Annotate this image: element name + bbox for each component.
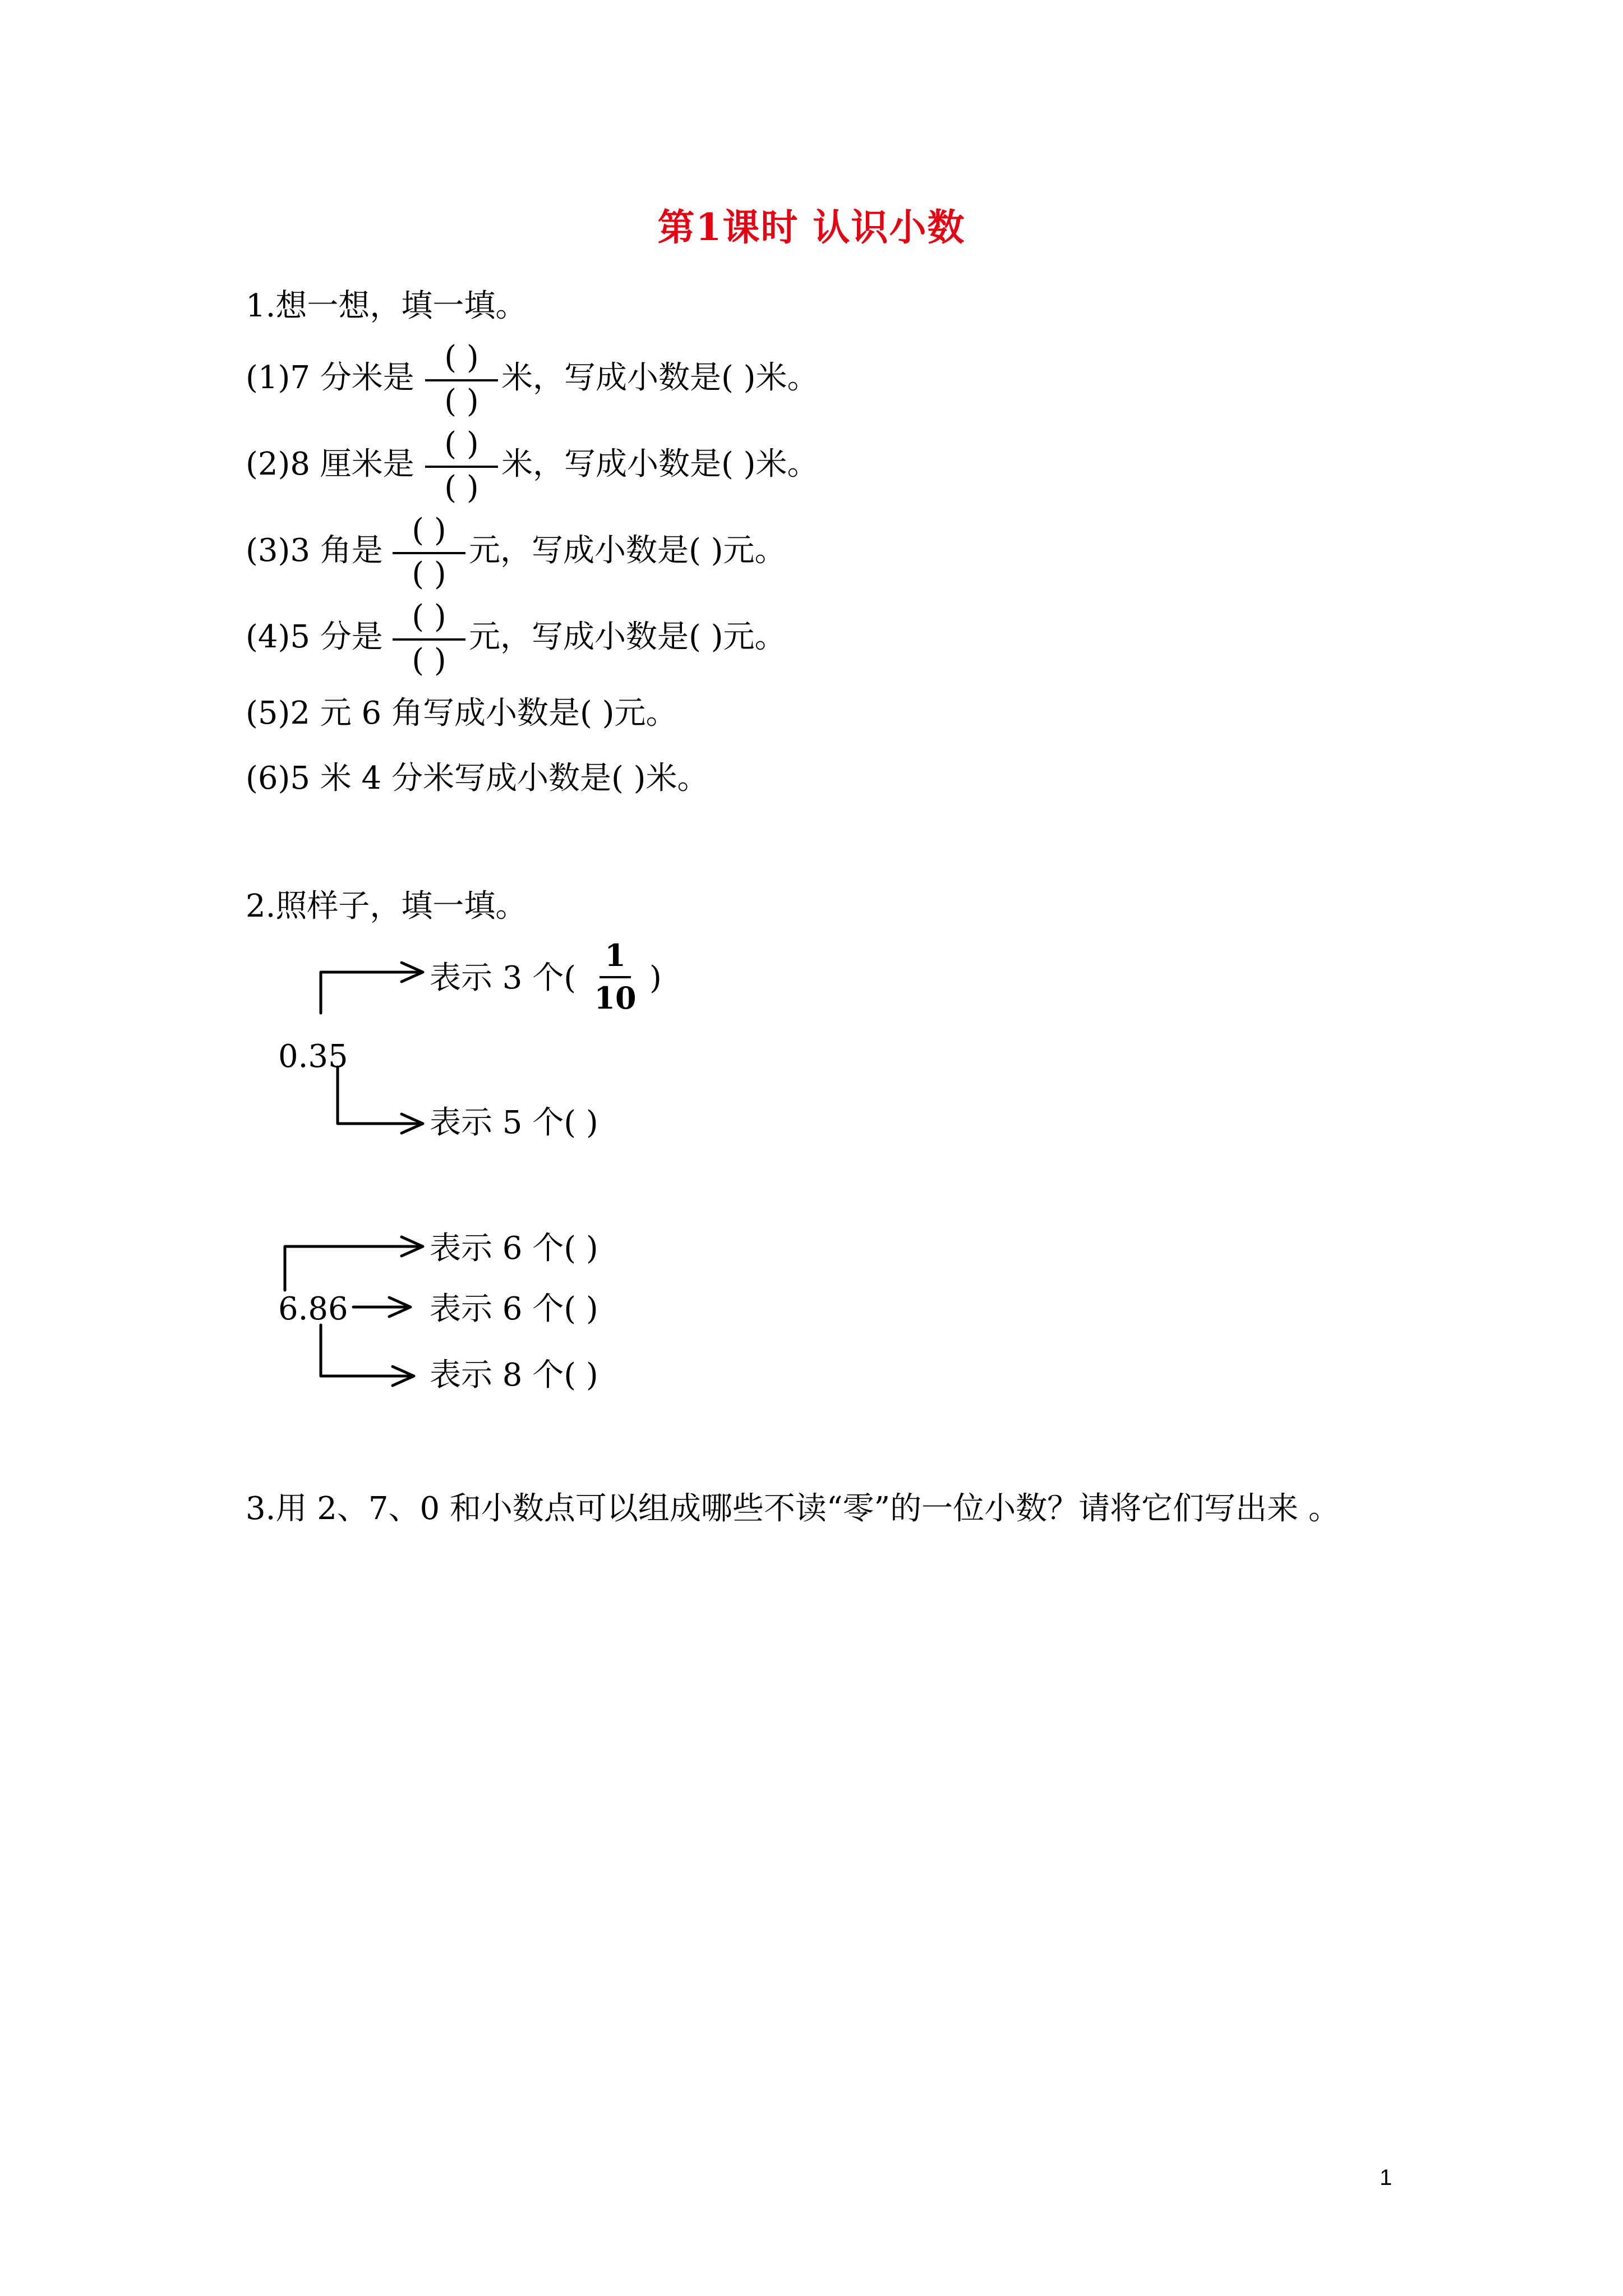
q3-text: 3.用 2、7、0 和小数点可以组成哪些不读“零”的一位小数？请将它们写出来 。 [246, 1490, 1340, 1527]
q1-item-4-pre: (4)5 分是 [246, 619, 383, 655]
example-lower-label: 表示 5 个( ) [430, 1105, 598, 1141]
q1-item-2-pre: (2)8 厘米是 [246, 446, 414, 482]
q1-item-3-post: 元，写成小数是( )元。 [469, 532, 786, 569]
fraction-numerator-blank[interactable]: ( ) [444, 426, 479, 462]
fraction-numerator-blank[interactable]: ( ) [412, 599, 446, 635]
example-upper-label: 表示 3 个( [430, 960, 577, 996]
q1-item-1-post: 米，写成小数是( )米。 [501, 360, 819, 396]
task-number: 6.86 [278, 1291, 348, 1327]
page-number: 1 [1380, 2165, 1393, 2190]
q1-item-1-pre: (1)7 分米是 [246, 360, 414, 396]
q2-heading: 2.照样子，填一填。 [246, 888, 527, 924]
task-row-2: 表示 6 个( ) [430, 1291, 598, 1327]
fraction-bar [600, 976, 631, 978]
example-fraction-denominator: 10 [594, 980, 637, 1016]
example-upper-close: ) [649, 960, 662, 996]
fraction-numerator-blank[interactable]: ( ) [412, 512, 446, 549]
task-upper-arrow [285, 1246, 422, 1290]
task-row-1: 表示 6 个( ) [430, 1230, 598, 1267]
fraction-denominator-blank[interactable]: ( ) [412, 556, 446, 592]
fraction-denominator-blank[interactable]: ( ) [444, 470, 479, 506]
q1-heading: 1.想一想，填一填。 [246, 288, 527, 324]
example-lower-arrow [338, 1067, 422, 1124]
task-row-3: 表示 8 个( ) [430, 1357, 598, 1393]
q1-item-2-post: 米，写成小数是( )米。 [501, 446, 819, 482]
q1-item-6: (6)5 米 4 分米写成小数是( )米。 [246, 760, 709, 797]
example-fraction-numerator: 1 [605, 937, 626, 973]
fraction-denominator-blank[interactable]: ( ) [444, 383, 479, 420]
fraction-denominator-blank[interactable]: ( ) [412, 642, 446, 679]
q1-item-4-post: 元，写成小数是( )元。 [469, 619, 786, 655]
example-fraction [593, 937, 638, 1019]
page-title: 第1课时 认识小数 [657, 205, 966, 249]
q1-item-3-pre: (3)3 角是 [246, 532, 383, 569]
example-number: 0.35 [278, 1038, 348, 1075]
fraction-numerator-blank[interactable]: ( ) [444, 339, 479, 376]
q1-item-5: (5)2 元 6 角写成小数是( )元。 [246, 695, 677, 731]
